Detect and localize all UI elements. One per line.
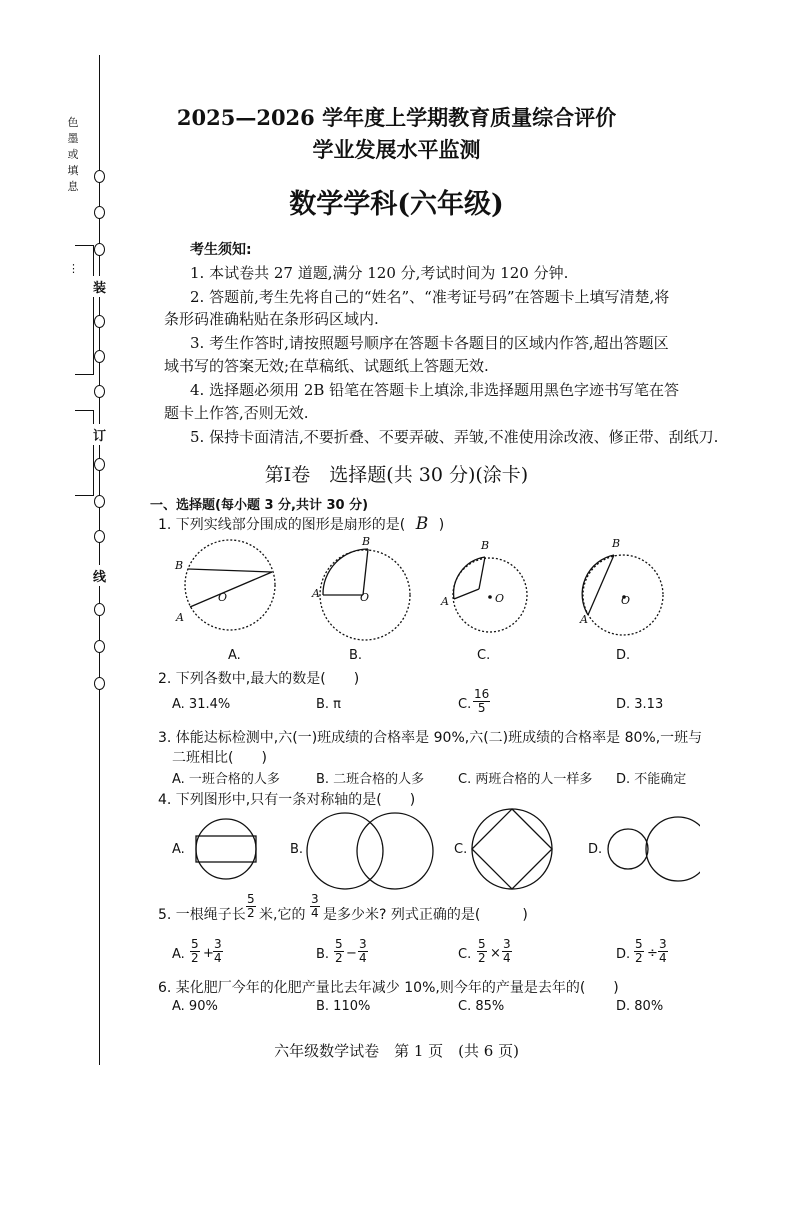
question-5-stem-a: 5. 一根绳子长 [158,907,246,923]
q4-label-d: D. [588,842,603,857]
q2-option-a: A. 31.4% [172,697,231,712]
figure-4c [472,809,552,889]
svg-text:O: O [218,591,228,604]
svg-text:O: O [495,592,505,605]
figure-1b [311,535,410,640]
handwritten-answer: B [415,514,429,534]
section-title: 第Ⅰ卷 选择题(共 30 分)(涂卡) [264,464,529,486]
side-word-zhuang: 装 [93,276,106,297]
svg-text:B: B [481,539,490,552]
exam-subtitle: 学业发展水平监测 [312,137,481,162]
figure-1c [440,539,527,632]
notice-item: 条形码准确粘贴在条形码区域内. [164,310,379,328]
q3-option-c: C. 两班合格的人一样多 [458,772,593,787]
q5-a-op: + [203,946,214,961]
question-3-stem: 3. 体能达标检测中,六(一)班成绩的合格率是 90%,六(二)班成绩的合格率是 80%,一班与 [158,730,703,746]
page-footer: 六年级数学试卷 第 1 页 (共 6 页) [274,1042,519,1060]
binding-hole [94,640,105,653]
q2-option-c: C. [458,697,472,712]
q4-label-c: C. [454,842,468,857]
q3-option-d: D. 不能确定 [616,772,687,787]
binding-hole [94,243,105,256]
binding-hole [94,495,105,508]
q3-option-a: A. 一班合格的人多 [172,772,280,787]
question-1-stem: 1. 下列实线部分围成的图形是扇形的是( B ) [158,514,445,534]
question-1-figures [160,535,720,660]
binding-note: 色 墨 或 填 息 [67,116,79,193]
svg-text:B: B [612,537,621,550]
q3-option-b: B. 二班合格的人多 [316,772,425,787]
svg-text:A: A [580,613,588,626]
q5-label-c: C. [458,947,472,962]
question-3-stem-cont: 二班相比( ) [172,750,267,766]
figure-1d [579,537,663,635]
q5-length-fraction: $\frac{5}{2}$ [247,892,255,920]
svg-text:O: O [621,594,631,607]
binding-hole [94,677,105,690]
figure-1a [174,540,275,630]
q1-label-d: D. [616,648,631,663]
notice-item: 题卡上作答,否则无效. [164,404,309,422]
side-dots: ⋮ [68,262,79,275]
section-subhead: 一、选择题(每小题 3 分,共计 30 分) [150,498,369,513]
q5-b-frac2: $\frac{3}{4}$ [359,937,367,965]
svg-text:A: A [312,587,320,600]
binding-hole [94,603,105,616]
notice-item: 4. 选择题必须用 2B 铅笔在答题卡上填涂,非选择题用黑色字迹书写笔在答 [190,381,679,399]
side-word-ding: 订 [93,424,106,445]
svg-text:B: B [175,559,184,572]
q4-label-b: B. [290,842,304,857]
question-4-figures [180,805,700,895]
question-5-stem-c: 是多少米? 列式正确的是( ) [323,907,528,923]
svg-text:O: O [360,591,370,604]
question-2-stem: 2. 下列各数中,最大的数是( ) [158,671,360,687]
exam-title: 2025—2026 学年度上学期教育质量综合评价 [176,105,617,130]
q5-d-op: ÷ [647,946,658,961]
subject-title: 数学学科(六年级) [289,189,504,220]
notice-item: 5. 保持卡面清洁,不要折叠、不要弄破、弄皱,不准使用涂改液、修正带、刮纸刀. [190,428,719,446]
q6-option-b: B. 110% [316,999,371,1014]
bracket-top [75,245,94,375]
q2-option-d: D. 3.13 [616,697,664,712]
question-5-stem-b: 米,它的 [259,907,306,923]
q5-c-frac1: $\frac{5}{2}$ [478,937,486,965]
notice-item: 3. 考生作答时,请按照题号顺序在答题卡各题目的区域内作答,超出答题区 [190,334,669,352]
binding-hole [94,315,105,328]
q5-label-d: D. [616,947,631,962]
q6-option-a: A. 90% [172,999,218,1014]
q5-part-fraction: $\frac{3}{4}$ [311,892,319,920]
figure-4d [608,817,700,881]
notice-item: 1. 本试卷共 27 道题,满分 120 分,考试时间为 120 分钟. [190,264,569,282]
q5-a-frac2: $\frac{3}{4}$ [214,937,222,965]
q5-c-frac2: $\frac{3}{4}$ [503,937,511,965]
q5-d-frac1: $\frac{5}{2}$ [635,937,643,965]
q5-b-op: − [346,946,357,961]
svg-text:B: B [362,535,371,548]
notice-heading: 考生须知: [190,242,252,258]
q5-label-a: A. [172,947,185,962]
notice-item: 2. 答题前,考生先将自己的“姓名”、“准考证号码”在答题卡上填写清楚,将 [190,288,670,306]
q1-label-a: A. [228,648,241,663]
binding-hole [94,530,105,543]
q5-label-b: B. [316,947,330,962]
q5-d-frac2: $\frac{3}{4}$ [659,937,667,965]
q5-b-frac1: $\frac{5}{2}$ [335,937,343,965]
figure-4a [196,819,256,879]
q4-label-a: A. [172,842,185,857]
notice-item: 域书写的答案无效;在草稿纸、试题纸上答题无效. [164,357,489,375]
svg-text:A: A [176,611,184,624]
figure-4b [307,813,433,889]
q5-a-frac1: $\frac{5}{2}$ [191,937,199,965]
q1-label-c: C. [477,648,491,663]
question-6-stem: 6. 某化肥厂今年的化肥产量比去年减少 10%,则今年的产量是去年的( ) [158,980,619,996]
q6-option-d: D. 80% [616,999,664,1014]
q5-c-op: × [490,946,501,961]
binding-hole [94,385,105,398]
question-4-stem: 4. 下列图形中,只有一条对称轴的是( ) [158,792,416,808]
q2-option-b: B. π [316,697,342,712]
side-word-xian: 线 [93,565,106,586]
binding-hole [94,350,105,363]
q1-label-b: B. [349,648,363,663]
q6-option-c: C. 85% [458,999,505,1014]
svg-text:A: A [441,595,449,608]
q2-option-c-fraction: $\frac{16}{5}$ [474,687,490,715]
